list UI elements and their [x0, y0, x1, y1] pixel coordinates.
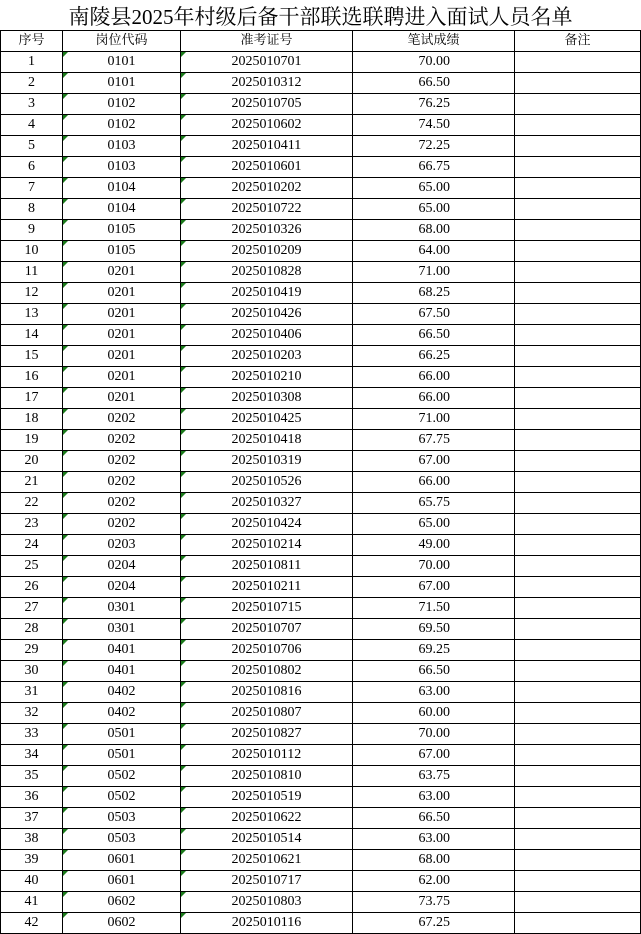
cell-remarks [515, 892, 641, 913]
cell-score: 65.75 [353, 493, 515, 514]
table-row [1, 850, 641, 871]
cell-post-code: 0201 [63, 304, 181, 325]
table-row [1, 661, 641, 682]
cell-score: 68.00 [353, 850, 515, 871]
cell-score: 70.00 [353, 556, 515, 577]
cell-remarks [515, 136, 641, 157]
cell-exam-number: 2025010327 [181, 493, 353, 514]
cell-score: 67.75 [353, 430, 515, 451]
cell-remarks [515, 745, 641, 766]
cell-index: 19 [1, 430, 63, 451]
cell-post-code: 0402 [63, 703, 181, 724]
cell-score: 65.00 [353, 199, 515, 220]
cell-remarks [515, 787, 641, 808]
cell-remarks [515, 493, 641, 514]
cell-score: 66.25 [353, 346, 515, 367]
cell-remarks [515, 52, 641, 73]
cell-index: 38 [1, 829, 63, 850]
cell-index: 1 [1, 52, 63, 73]
table-row [1, 472, 641, 493]
cell-exam-number: 2025010326 [181, 220, 353, 241]
cell-index: 6 [1, 157, 63, 178]
cell-remarks [515, 766, 641, 787]
cell-exam-number: 2025010312 [181, 73, 353, 94]
cell-post-code: 0602 [63, 892, 181, 913]
cell-score: 66.50 [353, 661, 515, 682]
cell-score: 73.75 [353, 892, 515, 913]
cell-exam-number: 2025010211 [181, 577, 353, 598]
cell-post-code: 0402 [63, 682, 181, 703]
cell-score: 71.00 [353, 262, 515, 283]
cell-score: 63.00 [353, 787, 515, 808]
cell-remarks [515, 409, 641, 430]
table-row [1, 241, 641, 262]
col-header-post-code: 岗位代码 [63, 31, 181, 52]
cell-score: 71.00 [353, 409, 515, 430]
cell-post-code: 0104 [63, 199, 181, 220]
cell-remarks [515, 451, 641, 472]
cell-index: 18 [1, 409, 63, 430]
table-row [1, 598, 641, 619]
cell-post-code: 0201 [63, 325, 181, 346]
table-row [1, 199, 641, 220]
cell-remarks [515, 577, 641, 598]
cell-index: 24 [1, 535, 63, 556]
cell-index: 27 [1, 598, 63, 619]
table-row [1, 283, 641, 304]
cell-score: 66.50 [353, 325, 515, 346]
table-row [1, 388, 641, 409]
cell-remarks [515, 535, 641, 556]
cell-post-code: 0201 [63, 283, 181, 304]
cell-index: 25 [1, 556, 63, 577]
cell-score: 68.25 [353, 283, 515, 304]
cell-index: 41 [1, 892, 63, 913]
cell-index: 22 [1, 493, 63, 514]
page-title: 南陵县2025年村级后备干部联选联聘进入面试人员名单 [68, 5, 573, 29]
cell-post-code: 0202 [63, 472, 181, 493]
cell-score: 63.00 [353, 829, 515, 850]
table-row [1, 346, 641, 367]
cell-score: 66.75 [353, 157, 515, 178]
cell-index: 10 [1, 241, 63, 262]
table-row [1, 325, 641, 346]
cell-post-code: 0103 [63, 136, 181, 157]
cell-exam-number: 2025010209 [181, 241, 353, 262]
cell-score: 67.00 [353, 745, 515, 766]
cell-index: 4 [1, 115, 63, 136]
cell-exam-number: 2025010418 [181, 430, 353, 451]
cell-score: 67.25 [353, 913, 515, 934]
cell-post-code: 0602 [63, 913, 181, 934]
cell-remarks [515, 661, 641, 682]
cell-remarks [515, 430, 641, 451]
cell-score: 69.25 [353, 640, 515, 661]
table-row [1, 787, 641, 808]
cell-exam-number: 2025010810 [181, 766, 353, 787]
cell-score: 68.00 [353, 220, 515, 241]
cell-index: 3 [1, 94, 63, 115]
cell-post-code: 0503 [63, 808, 181, 829]
cell-index: 36 [1, 787, 63, 808]
table-row [1, 262, 641, 283]
cell-remarks [515, 199, 641, 220]
cell-index: 15 [1, 346, 63, 367]
cell-exam-number: 2025010601 [181, 157, 353, 178]
cell-exam-number: 2025010411 [181, 136, 353, 157]
cell-post-code: 0401 [63, 640, 181, 661]
cell-index: 9 [1, 220, 63, 241]
cell-post-code: 0601 [63, 871, 181, 892]
cell-exam-number: 2025010112 [181, 745, 353, 766]
cell-post-code: 0501 [63, 724, 181, 745]
cell-exam-number: 2025010116 [181, 913, 353, 934]
cell-remarks [515, 220, 641, 241]
cell-index: 42 [1, 913, 63, 934]
cell-exam-number: 2025010807 [181, 703, 353, 724]
cell-exam-number: 2025010722 [181, 199, 353, 220]
table-row [1, 451, 641, 472]
cell-exam-number: 2025010602 [181, 115, 353, 136]
cell-post-code: 0105 [63, 220, 181, 241]
cell-index: 20 [1, 451, 63, 472]
cell-remarks [515, 703, 641, 724]
table-body [1, 52, 641, 934]
table-row [1, 619, 641, 640]
cell-remarks [515, 913, 641, 934]
cell-index: 33 [1, 724, 63, 745]
cell-score: 67.50 [353, 304, 515, 325]
cell-exam-number: 2025010319 [181, 451, 353, 472]
cell-score: 66.00 [353, 388, 515, 409]
cell-exam-number: 2025010514 [181, 829, 353, 850]
table-row [1, 52, 641, 73]
cell-index: 28 [1, 619, 63, 640]
col-header-score: 笔试成绩 [353, 31, 515, 52]
cell-post-code: 0104 [63, 178, 181, 199]
cell-exam-number: 2025010803 [181, 892, 353, 913]
cell-post-code: 0201 [63, 367, 181, 388]
cell-post-code: 0101 [63, 52, 181, 73]
cell-index: 12 [1, 283, 63, 304]
cell-post-code: 0101 [63, 73, 181, 94]
cell-exam-number: 2025010406 [181, 325, 353, 346]
cell-index: 2 [1, 73, 63, 94]
cell-exam-number: 2025010424 [181, 514, 353, 535]
table-row [1, 115, 641, 136]
cell-score: 67.00 [353, 577, 515, 598]
cell-post-code: 0102 [63, 94, 181, 115]
cell-remarks [515, 598, 641, 619]
cell-exam-number: 2025010202 [181, 178, 353, 199]
cell-post-code: 0204 [63, 577, 181, 598]
table-row [1, 136, 641, 157]
cell-index: 11 [1, 262, 63, 283]
cell-exam-number: 2025010705 [181, 94, 353, 115]
cell-index: 7 [1, 178, 63, 199]
table-row [1, 73, 641, 94]
col-header-exam-number: 准考证号 [181, 31, 353, 52]
cell-remarks [515, 850, 641, 871]
cell-score: 70.00 [353, 724, 515, 745]
cell-remarks [515, 304, 641, 325]
cell-index: 13 [1, 304, 63, 325]
cell-remarks [515, 283, 641, 304]
col-header-remarks: 备注 [515, 31, 641, 52]
cell-remarks [515, 724, 641, 745]
cell-post-code: 0301 [63, 619, 181, 640]
cell-score: 66.00 [353, 472, 515, 493]
cell-score: 72.25 [353, 136, 515, 157]
cell-exam-number: 2025010707 [181, 619, 353, 640]
cell-score: 66.50 [353, 808, 515, 829]
cell-post-code: 0503 [63, 829, 181, 850]
cell-remarks [515, 514, 641, 535]
cell-post-code: 0201 [63, 388, 181, 409]
cell-post-code: 0204 [63, 556, 181, 577]
table-row [1, 157, 641, 178]
cell-post-code: 0301 [63, 598, 181, 619]
cell-post-code: 0203 [63, 535, 181, 556]
cell-remarks [515, 178, 641, 199]
cell-post-code: 0202 [63, 451, 181, 472]
cell-exam-number: 2025010706 [181, 640, 353, 661]
cell-remarks [515, 472, 641, 493]
cell-score: 74.50 [353, 115, 515, 136]
cell-index: 30 [1, 661, 63, 682]
cell-index: 23 [1, 514, 63, 535]
cell-index: 17 [1, 388, 63, 409]
cell-post-code: 0502 [63, 766, 181, 787]
cell-score: 76.25 [353, 94, 515, 115]
table-row [1, 766, 641, 787]
cell-index: 26 [1, 577, 63, 598]
cell-post-code: 0202 [63, 430, 181, 451]
cell-post-code: 0502 [63, 787, 181, 808]
cell-score: 67.00 [353, 451, 515, 472]
table-row [1, 304, 641, 325]
table-row [1, 703, 641, 724]
table-row [1, 556, 641, 577]
cell-index: 21 [1, 472, 63, 493]
cell-remarks [515, 367, 641, 388]
cell-post-code: 0201 [63, 262, 181, 283]
cell-index: 29 [1, 640, 63, 661]
cell-score: 64.00 [353, 241, 515, 262]
cell-index: 39 [1, 850, 63, 871]
cell-post-code: 0105 [63, 241, 181, 262]
cell-exam-number: 2025010203 [181, 346, 353, 367]
cell-score: 65.00 [353, 178, 515, 199]
cell-remarks [515, 619, 641, 640]
cell-remarks [515, 346, 641, 367]
cell-score: 49.00 [353, 535, 515, 556]
cell-index: 16 [1, 367, 63, 388]
cell-remarks [515, 325, 641, 346]
cell-remarks [515, 871, 641, 892]
table-row [1, 493, 641, 514]
table-row [1, 913, 641, 934]
cell-post-code: 0202 [63, 493, 181, 514]
cell-remarks [515, 157, 641, 178]
cell-remarks [515, 808, 641, 829]
table-row [1, 430, 641, 451]
cell-exam-number: 2025010701 [181, 52, 353, 73]
table-row [1, 808, 641, 829]
cell-exam-number: 2025010621 [181, 850, 353, 871]
table-row [1, 682, 641, 703]
cell-post-code: 0202 [63, 409, 181, 430]
cell-exam-number: 2025010419 [181, 283, 353, 304]
cell-remarks [515, 94, 641, 115]
cell-exam-number: 2025010526 [181, 472, 353, 493]
cell-exam-number: 2025010214 [181, 535, 353, 556]
table-row [1, 829, 641, 850]
cell-post-code: 0103 [63, 157, 181, 178]
cell-post-code: 0501 [63, 745, 181, 766]
cell-exam-number: 2025010715 [181, 598, 353, 619]
table-row [1, 871, 641, 892]
cell-post-code: 0102 [63, 115, 181, 136]
table-row [1, 745, 641, 766]
cell-index: 40 [1, 871, 63, 892]
table-row [1, 367, 641, 388]
cell-post-code: 0601 [63, 850, 181, 871]
cell-exam-number: 2025010828 [181, 262, 353, 283]
candidate-table [0, 30, 641, 934]
table-row [1, 640, 641, 661]
cell-remarks [515, 829, 641, 850]
cell-exam-number: 2025010210 [181, 367, 353, 388]
cell-exam-number: 2025010622 [181, 808, 353, 829]
cell-remarks [515, 556, 641, 577]
cell-exam-number: 2025010811 [181, 556, 353, 577]
table-row [1, 178, 641, 199]
cell-post-code: 0202 [63, 514, 181, 535]
cell-index: 8 [1, 199, 63, 220]
cell-index: 37 [1, 808, 63, 829]
table-row [1, 535, 641, 556]
cell-remarks [515, 682, 641, 703]
table-row [1, 94, 641, 115]
cell-score: 60.00 [353, 703, 515, 724]
cell-index: 14 [1, 325, 63, 346]
cell-post-code: 0201 [63, 346, 181, 367]
cell-exam-number: 2025010426 [181, 304, 353, 325]
cell-index: 32 [1, 703, 63, 724]
cell-exam-number: 2025010802 [181, 661, 353, 682]
cell-exam-number: 2025010717 [181, 871, 353, 892]
cell-score: 66.00 [353, 367, 515, 388]
col-header-index: 序号 [1, 31, 63, 52]
table-row [1, 409, 641, 430]
cell-score: 69.50 [353, 619, 515, 640]
cell-remarks [515, 262, 641, 283]
cell-index: 5 [1, 136, 63, 157]
cell-remarks [515, 115, 641, 136]
table-row [1, 724, 641, 745]
cell-index: 35 [1, 766, 63, 787]
cell-score: 63.00 [353, 682, 515, 703]
cell-remarks [515, 73, 641, 94]
header-row [1, 31, 641, 52]
table-row [1, 577, 641, 598]
cell-exam-number: 2025010308 [181, 388, 353, 409]
table-row [1, 892, 641, 913]
cell-exam-number: 2025010519 [181, 787, 353, 808]
cell-remarks [515, 640, 641, 661]
cell-score: 70.00 [353, 52, 515, 73]
cell-score: 71.50 [353, 598, 515, 619]
cell-index: 31 [1, 682, 63, 703]
cell-remarks [515, 241, 641, 262]
cell-exam-number: 2025010816 [181, 682, 353, 703]
cell-score: 66.50 [353, 73, 515, 94]
cell-exam-number: 2025010425 [181, 409, 353, 430]
table-row [1, 220, 641, 241]
cell-score: 63.75 [353, 766, 515, 787]
table-row [1, 514, 641, 535]
cell-index: 34 [1, 745, 63, 766]
cell-post-code: 0401 [63, 661, 181, 682]
cell-score: 65.00 [353, 514, 515, 535]
cell-exam-number: 2025010827 [181, 724, 353, 745]
cell-score: 62.00 [353, 871, 515, 892]
cell-remarks [515, 388, 641, 409]
